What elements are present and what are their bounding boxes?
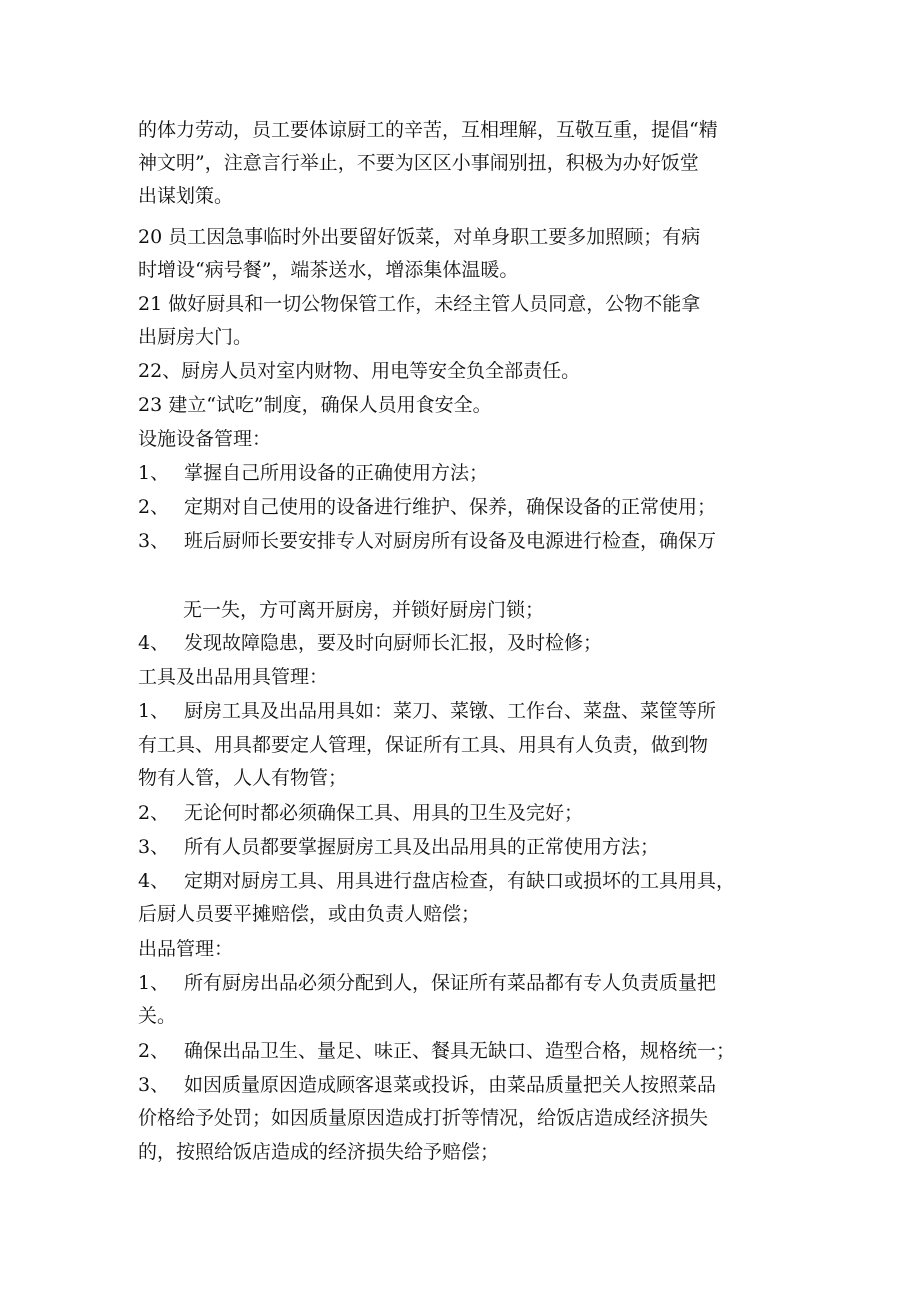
list-text: 发现故障隐患，要及时向厨师长汇报，及时检修； [184,632,603,654]
list-number: 4、 [138,870,170,892]
list-number: 2、 [138,802,170,824]
list-item [138,971,788,995]
list-item [138,699,788,723]
section-heading: 出品管理： [138,938,234,960]
text-line: 关。 [138,1005,177,1027]
list-number: 2、 [138,1040,170,1062]
text-line: 21 做好厨具和一切公物保管工作，未经主管人员同意，公物不能拿 [138,293,701,315]
text-line: 有工具、用具都要定人管理，保证所有工具、用具有人负责，做到物 [138,734,709,756]
text-line: 23 建立“试吃”制度，确保人员用食安全。 [138,394,492,416]
text-line: 无一失，方可离开厨房，并锁好厨房门锁； [183,599,545,621]
list-number: 3、 [138,530,170,552]
list-number: 3、 [138,836,170,858]
list-item [138,801,788,825]
text-line: 22、厨房人员对室内财物、用电等安全负全部责任。 [138,360,581,382]
text-line: 出谋划策。 [138,185,234,207]
list-text: 如因质量原因造成顾客退菜或投诉，由菜品质量把关人按照菜品 [184,1074,717,1096]
list-text: 确保出品卫生、量足、味正、餐具无缺口、造型合格，规格统一； [184,1040,736,1062]
list-text: 无论何时都必须确保工具、用具的卫生及完好； [184,802,584,824]
section-heading: 设施设备管理： [138,428,272,450]
list-text: 班后厨师长要安排专人对厨房所有设备及电源进行检查，确保万 [184,530,717,552]
text-line: 20 员工因急事临时外出要留好饭菜，对单身职工要多加照顾；有病 [138,226,701,248]
list-text: 定期对厨房工具、用具进行盘店检查，有缺口或损坏的工具用具， [184,870,736,892]
list-item [138,869,788,893]
list-text: 定期对自己使用的设备进行维护、保养，确保设备的正常使用； [184,496,717,518]
text-line: 的，按照给饭店造成的经济损失给予赔偿； [138,1141,500,1163]
text-line: 出厨房大门。 [138,326,253,348]
list-item [138,835,788,859]
text-line: 价格给予处罚；如因质量原因造成打折等情况，给饭店造成经济损失 [138,1107,709,1129]
list-text: 掌握自己所用设备的正确使用方法； [184,462,489,484]
text-line: 物有人管，人人有物管； [138,767,348,789]
list-item [138,631,788,655]
text-line: 后厨人员要平摊赔偿，或由负责人赔偿； [138,903,481,925]
list-item [138,1073,788,1097]
list-number: 4、 [138,632,170,654]
text-line: 时增设“病号餐”，端茶送水，增添集体温暖。 [138,259,519,281]
list-item [138,1039,788,1063]
list-number: 2、 [138,496,170,518]
list-text: 厨房工具及出品用具如：菜刀、菜镦、工作台、菜盘、菜筐等所 [184,700,717,722]
list-item [138,461,788,485]
list-text: 所有厨房出品必须分配到人，保证所有菜品都有专人负责质量把 [184,972,717,994]
list-item [138,529,788,553]
list-item [138,495,788,519]
list-number: 1、 [138,462,170,484]
section-heading: 工具及出品用具管理： [138,666,329,688]
text-line: 神文明”，注意言行举止，不要为区区小事闹别扭，积极为办好饭堂 [138,152,699,174]
list-number: 1、 [138,700,170,722]
text-line: 的体力劳动，员工要体谅厨工的辛苦，互相理解，互敬互重，提倡“精 [138,119,718,141]
list-text: 所有人员都要掌握厨房工具及出品用具的正常使用方法； [184,836,660,858]
list-number: 1、 [138,972,170,994]
list-number: 3、 [138,1074,170,1096]
